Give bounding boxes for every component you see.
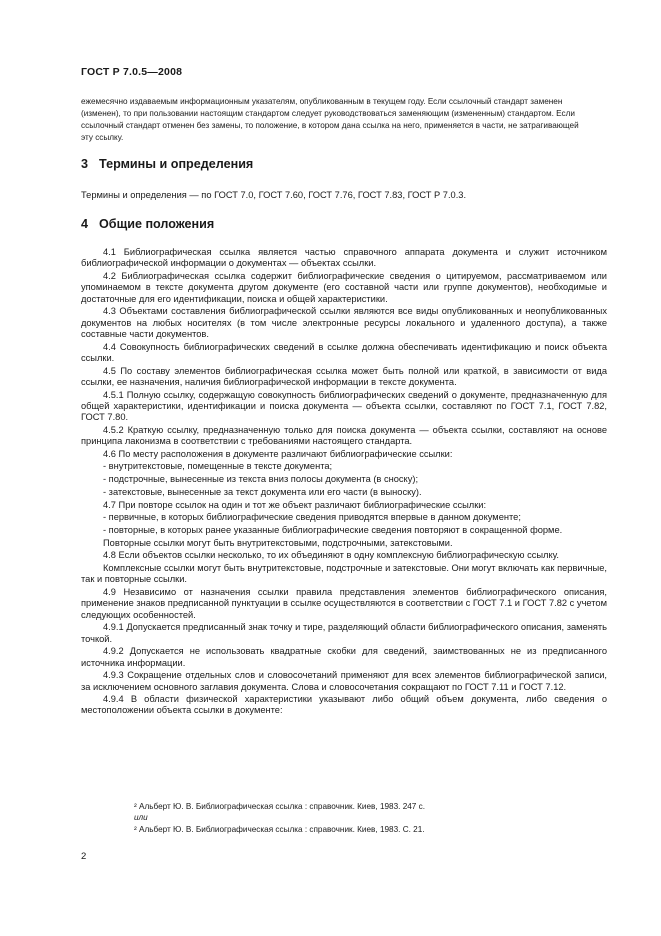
document-header: ГОСТ Р 7.0.5—2008 — [81, 66, 183, 78]
page-number: 2 — [81, 851, 87, 862]
paragraph-4-9: 4.9 Независимо от назначения ссылки правила представления элементов библиографического описания, применение знаков предписанной пунктуации в ссылке осуществляются в соответствии с ГОСТ 7.1 и ГОСТ 7.82 с учетом следующих особенностей. — [81, 586, 607, 620]
footnote-line-1: ² Альберт Ю. В. Библиографическая ссылка : справочник. Киев, 1983. 247 с. — [134, 802, 426, 811]
paragraph-4-5-1: 4.5.1 Полную ссылку, содержащую совокупность библиографических сведений о документе, предназначенную для общей характеристики, идентификации и поиска документа — объекта ссылки, составляют по ГОСТ 7.1, ГОСТ 7.82, ГОСТ 7.80. — [81, 389, 607, 423]
paragraph-4-7: 4.7 При повторе ссылок на один и тот же объект различают библиографические ссылки: — [103, 499, 487, 510]
list-item: - внутритекстовые, помещенные в тексте документа; — [103, 461, 333, 472]
paragraph-4-9-1: 4.9.1 Допускается предписанный знак точку и тире, разделяющий области библиографического описания, заменять точкой. — [81, 622, 607, 644]
section-4-title: Общие положения — [99, 217, 215, 231]
list-item: - повторные, в которых ранее указанные библиографические сведения повторяют в сокращенной форме. — [103, 524, 563, 535]
intro-paragraph: ежемесячно издаваемым информационным указателям, опубликованным в текущем году. Если ссылочный стандарт заменен (изменен), то при пользовании настоящим стандартом следует руководствоваться заменяющим (измененным) стандартом. Если ссылочный стандарт отменен без замены, то положение, в котором дана ссылка на него, применяется в части, не затрагивающей эту ссылку. — [81, 97, 579, 142]
section-4-number: 4 — [81, 217, 89, 231]
section-3-number: 3 — [81, 157, 89, 171]
paragraph-4-9-2: 4.9.2 Допускается не использовать квадратные скобки для сведений, заимствованных не из предписанного источника информации. — [81, 646, 607, 668]
paragraph-4-9-3: 4.9.3 Сокращение отдельных слов и словосочетаний применяют для всех элементов библиографической записи, за исключением основного заглавия документа. Слова и словосочетания сокращают по ГОСТ 7.11 и ГОСТ 7.12. — [81, 670, 607, 692]
paragraph-4-5-2: 4.5.2 Краткую ссылку, предназначенную только для поиска документа — объекта ссылки, составляют на основе принципа лаконизма в соответствии с требованиями настоящего стандарта. — [81, 424, 607, 447]
section-4-heading — [81, 217, 214, 231]
paragraph-4-9-4: 4.9.4 В области физической характеристики указывают либо общий объем документа, либо сведения о местоположении объекта ссылки в документе: — [81, 694, 607, 716]
section-4-body — [81, 247, 607, 718]
paragraph-4-1: 4.1 Библиографическая ссылка является частью справочного аппарата документа и служит источником библиографической информации о документах — объектах ссылки. — [81, 247, 607, 269]
section-3-heading — [81, 157, 253, 171]
footnote-or: или — [134, 813, 148, 823]
paragraph-repeated-refs: Повторные ссылки могут быть внутритекстовыми, подстрочными, затекстовыми. — [103, 537, 453, 548]
section-3-title: Термины и определения — [99, 157, 254, 171]
list-item: - первичные, в которых библиографические сведения приводятся впервые в данном документе; — [103, 512, 521, 523]
list-item: - затекстовые, вынесенные за текст документа или его части (в выноску). — [103, 486, 422, 497]
section-3-text: Термины и определения — по ГОСТ 7.0, ГОСТ 7.60, ГОСТ 7.76, ГОСТ 7.83, ГОСТ Р 7.0.3. — [81, 190, 467, 200]
paragraph-4-4: 4.4 Совокупность библиографических сведений в ссылке должна обеспечивать идентификацию и поиск объекта ссылки. — [81, 341, 607, 363]
paragraph-4-5: 4.5 По составу элементов библиографическая ссылка может быть полной или краткой, в зависимости от вида ссылки, ее назначения, наличия библиографической информации в тексте документа. — [81, 365, 607, 387]
paragraph-4-8: 4.8 Если объектов ссылки несколько, то их объединяют в одну комплексную библиографическую ссылку. — [103, 550, 559, 561]
paragraph-4-3: 4.3 Объектами составления библиографической ссылки являются все виды опубликованных и неопубликованных документов на любых носителях (в том числе электронные ресурсы локального и удаленного доступа), а также составные части документов. — [81, 306, 607, 339]
list-item: - подстрочные, вынесенные из текста вниз полосы документа (в сноску); — [103, 474, 419, 485]
paragraph-4-6: 4.6 По месту расположения в документе различают библиографические ссылки: — [103, 448, 453, 459]
footnote-examples — [134, 801, 425, 835]
paragraph-complex-refs: Комплексные ссылки могут быть внутритекстовые, подстрочные и затекстовые. Они могут включать как первичные, так и повторные ссылки. — [81, 562, 607, 585]
paragraph-4-2: 4.2 Библиографическая ссылка содержит библиографические сведения о цитируемом, рассматриваемом или упоминаемом в тексте документа другом документе (его составной части или группе документов), необходимые и достаточные для его идентификации, поиска и общей характеристики. — [81, 270, 607, 304]
footnote-line-2: ² Альберт Ю. В. Библиографическая ссылка : справочник. Киев, 1983. С. 21. — [134, 824, 425, 834]
